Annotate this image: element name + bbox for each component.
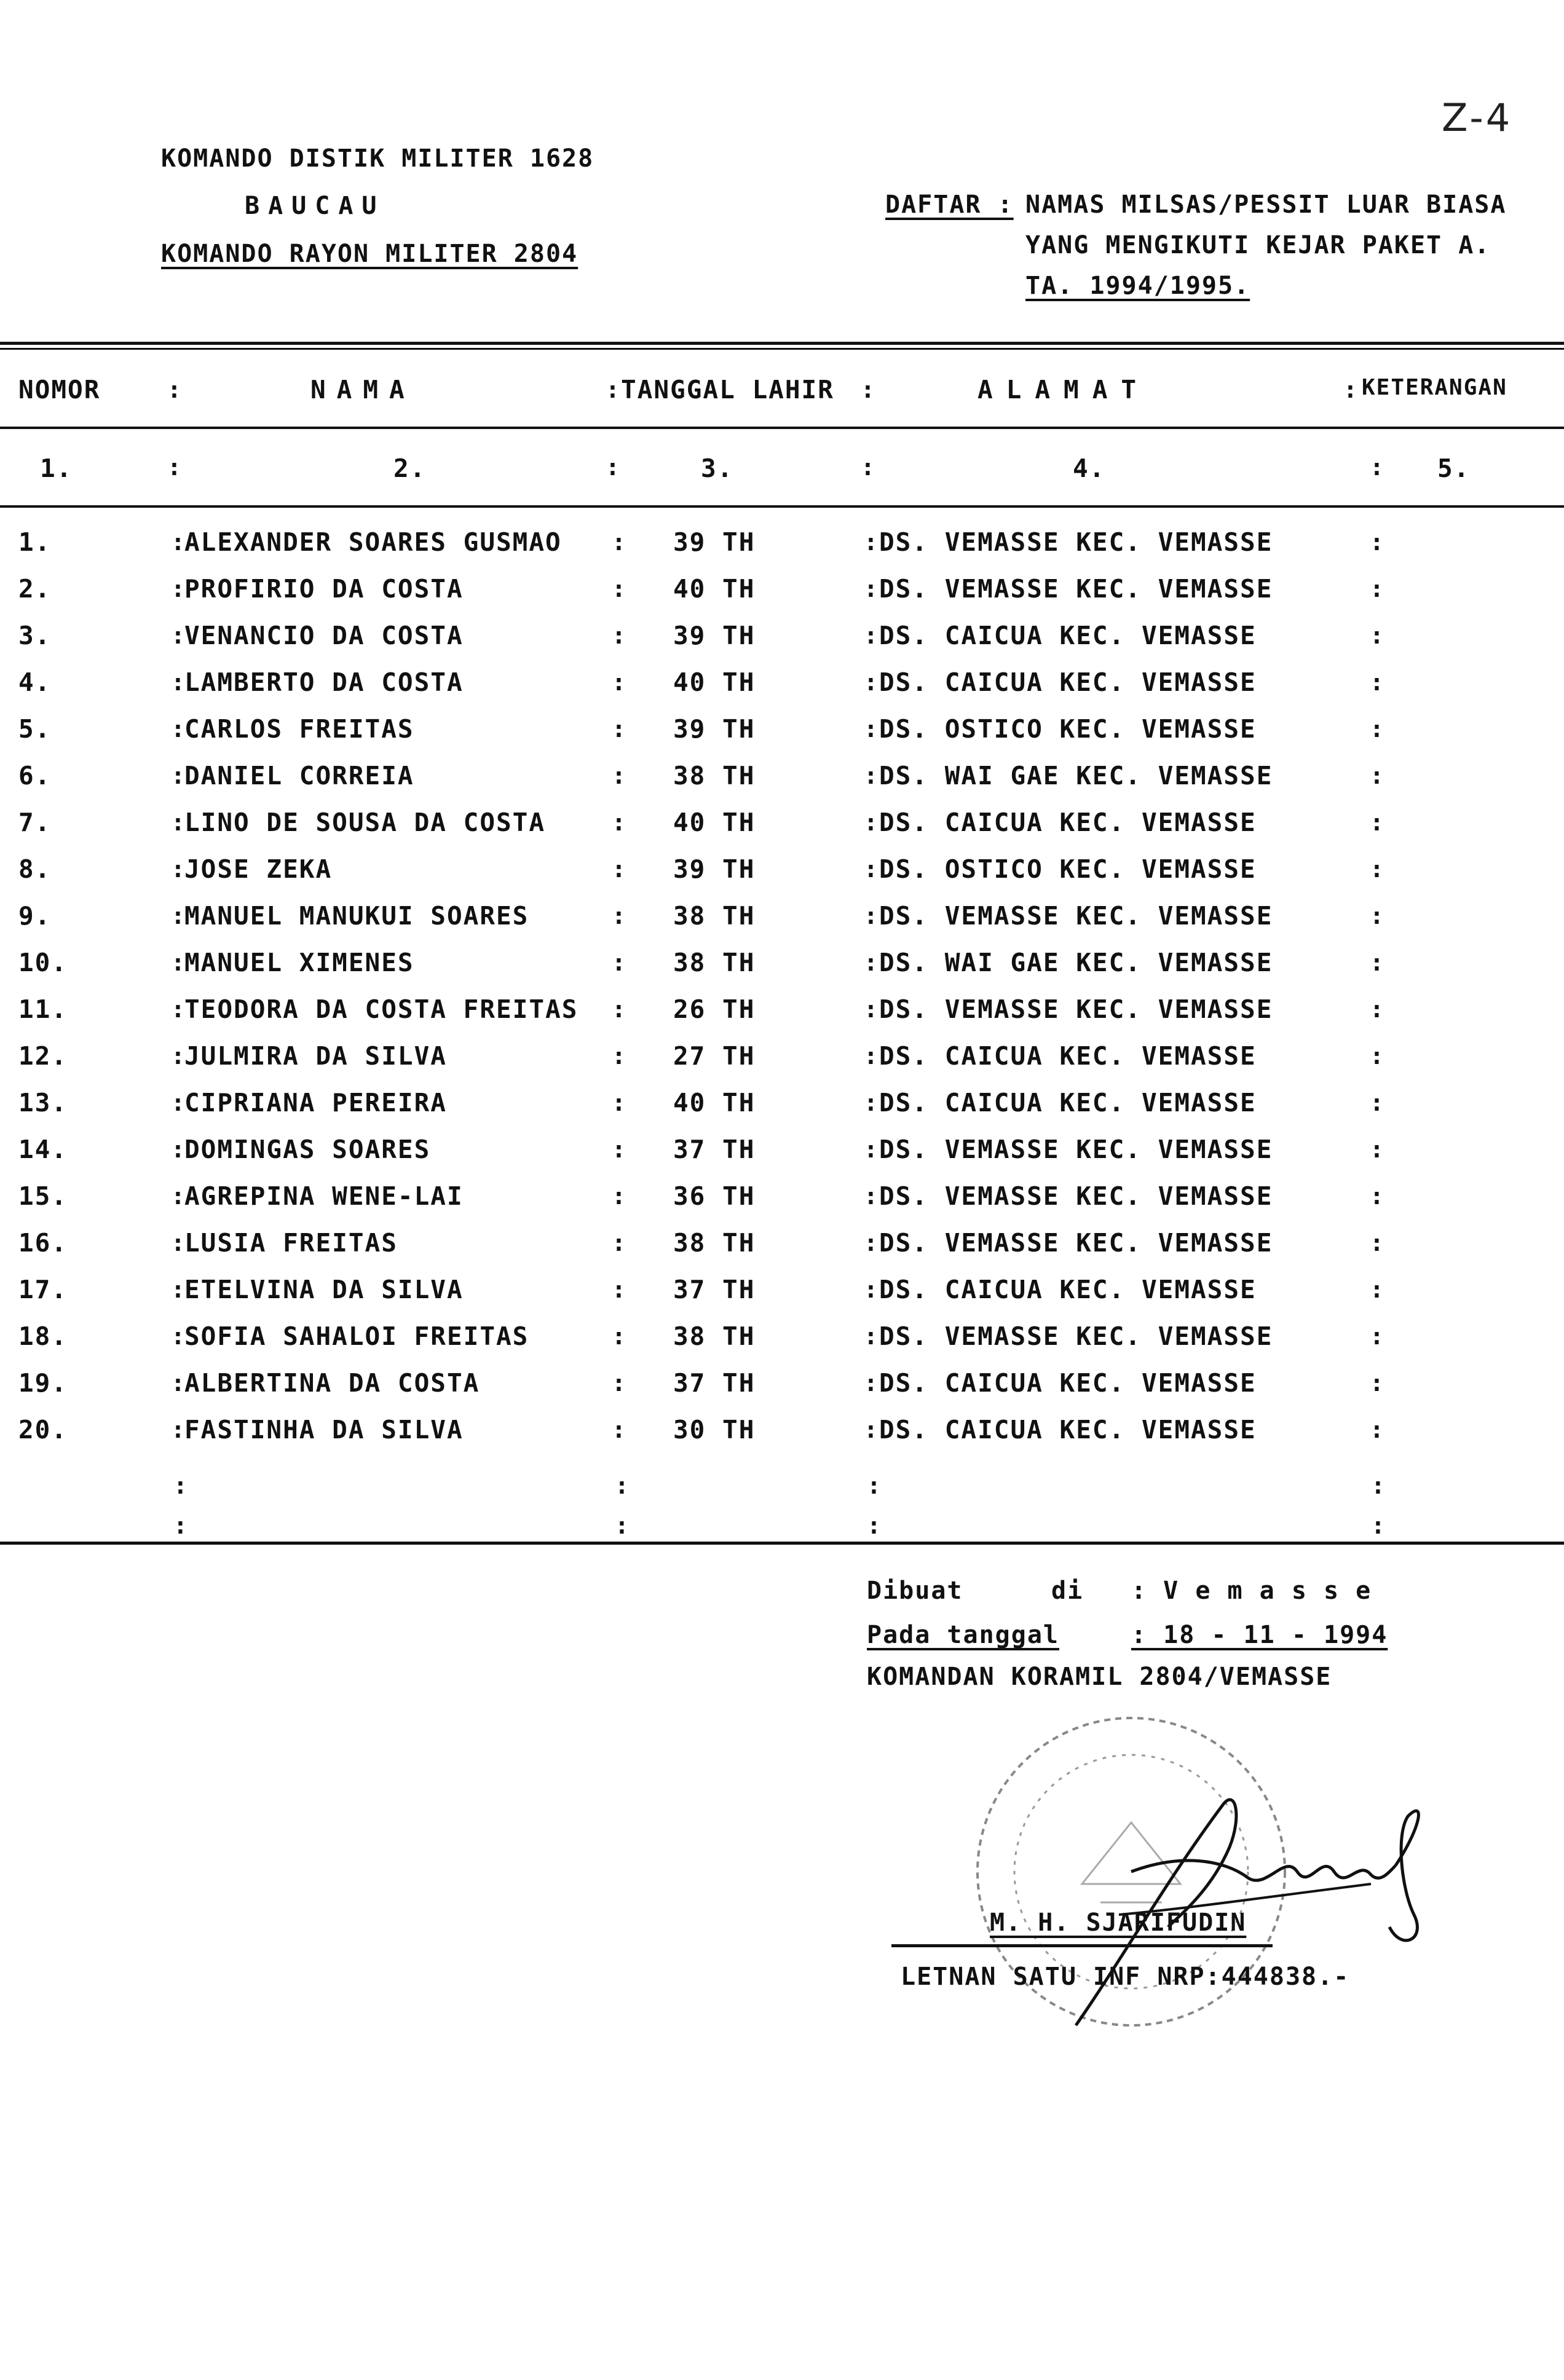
row-nama: ETELVINA DA SILVA <box>184 1275 464 1304</box>
row-number: 6. <box>18 761 52 790</box>
row-umur: 40 TH <box>673 808 756 837</box>
row-alamat: DS. WAI GAE KEC. VEMASSE <box>879 948 1273 977</box>
place-label: Dibuat <box>867 1577 963 1605</box>
list-title-line-2: YANG MENGIKUTI KEJAR PAKET A. <box>1025 231 1491 259</box>
col-number-2: 2. <box>393 454 427 483</box>
col-header-keterangan: KETERANGAN <box>1362 375 1507 400</box>
row-alamat: DS. OSTICO KEC. VEMASSE <box>879 714 1257 744</box>
row-number: 7. <box>18 808 52 837</box>
place-value: : V e m a s s e <box>1131 1577 1372 1605</box>
header-rule <box>0 427 1564 429</box>
header-unit-line-3: KOMANDO RAYON MILITER 2804 <box>161 240 579 268</box>
row-number: 13. <box>18 1088 68 1117</box>
row-number: 20. <box>18 1415 68 1444</box>
row-nama: DANIEL CORREIA <box>184 761 414 790</box>
row-number: 1. <box>18 527 52 557</box>
list-title-year: TA. 1994/1995. <box>1025 272 1250 300</box>
row-number: 4. <box>18 668 52 697</box>
numbers-rule <box>0 505 1564 508</box>
table-row: : : : : 4. LAMBERTO DA COSTA 40 TH DS. CAICUA KEC. VEMASSE <box>18 668 1385 697</box>
table-row: : : : : 19. ALBERTINA DA COSTA 37 TH DS. CAICUA KEC. VEMASSE <box>18 1368 1385 1398</box>
row-nama: DOMINGAS SOARES <box>184 1135 431 1164</box>
row-umur: 37 TH <box>673 1135 756 1164</box>
row-nama: MANUEL MANUKUI SOARES <box>184 901 529 931</box>
row-number: 15. <box>18 1181 68 1211</box>
col-number-4: 4. <box>1073 454 1106 483</box>
row-alamat: DS. OSTICO KEC. VEMASSE <box>879 854 1257 884</box>
row-nama: CARLOS FREITAS <box>184 714 414 744</box>
row-nama: ALEXANDER SOARES GUSMAO <box>184 527 562 557</box>
row-umur: 40 TH <box>673 1088 756 1117</box>
row-alamat: DS. VEMASSE KEC. VEMASSE <box>879 995 1273 1024</box>
col-header-nomor: NOMOR <box>18 375 101 404</box>
row-nama: JULMIRA DA SILVA <box>184 1041 447 1071</box>
row-alamat: DS. CAICUA KEC. VEMASSE <box>879 1041 1257 1071</box>
row-alamat: DS. CAICUA KEC. VEMASSE <box>879 1368 1257 1398</box>
col-number-5: 5. <box>1437 454 1471 483</box>
col-number-1: 1. <box>40 454 73 483</box>
table-row: : : : : 16. LUSIA FREITAS 38 TH DS. VEMASSE KEC. VEMASSE <box>18 1228 1385 1258</box>
row-alamat: DS. CAICUA KEC. VEMASSE <box>879 808 1257 837</box>
row-nama: JOSE ZEKA <box>184 854 333 884</box>
row-number: 18. <box>18 1322 68 1351</box>
row-umur: 38 TH <box>673 1228 756 1258</box>
row-nama: LUSIA FREITAS <box>184 1228 398 1258</box>
row-nama: CIPRIANA PEREIRA <box>184 1088 447 1117</box>
row-umur: 36 TH <box>673 1181 756 1211</box>
date-value: : 18 - 11 - 1994 <box>1131 1621 1388 1649</box>
bottom-rule <box>0 1542 1564 1545</box>
place-prep: di <box>1051 1577 1084 1605</box>
row-umur: 38 TH <box>673 761 756 790</box>
row-umur: 37 TH <box>673 1275 756 1304</box>
top-rule-second <box>0 348 1564 350</box>
document-page: Z-4 KOMANDO DISTIK MILITER 1628 BAUCAU KOMANDO RAYON MILITER 2804 DAFTAR : NAMAS MILSAS/PESSIT LUAR BIASA YANG MENGIKUTI KEJAR PAKET A. TA. 1994/1995. NOMOR : NAMA : TANGGAL LAHIR : ALAMAT : KETERANGAN 1. : 2. : 3. : 4. : 5. : : : : 1. ALEXANDER SOARES GUSMAO 39 TH DS. VEMASSE KEC. VEMASSE : : : : 2. PROFIRIO DA COSTA 40 TH DS. VEMASSE KEC. VEMASSE : : : : 3. VENANCIO DA COSTA 39 TH DS. CAICUA KEC. VEMASSE : : : : 4. LAMBERTO DA COSTA 40 TH DS. CAICUA KEC. VEMASSE : : : : 5. CARLOS FREITAS 39 TH DS. OSTICO KEC. VEMASSE : : : : 6. DANIEL CORREIA 38 TH DS. WAI GAE KEC. VEMASSE : : : : 7. LINO DE SOUSA DA COSTA 40 TH DS. CAICUA KEC. VEMASSE : : : : 8. JOSE ZEKA 39 TH DS. OSTICO KEC. VEMASSE : : : : 9. MANUEL MANUKUI SOARES 38 TH DS. VEMASSE KEC. VEMASSE : : : : 10. MANUEL XIMENES 38 TH DS. WAI GAE KEC. VEMASSE : : : : 11. TEODORA DA COSTA FREITAS 26 TH DS. VEMASSE KEC. VEMASSE : : : : 12. JULMIRA DA SILVA 27 TH DS. CAICUA KEC. VEMASSE : : : : 13. CIPRIANA PEREIRA 40 TH DS. CAICUA KEC. VEMASSE : : : : 14. DOMINGAS SOARES 37 TH DS. VEMASSE KEC. VEMASSE : : : : 15. AGREPINA WENE-LAI 36 TH DS. VEMASSE KEC. VEMASSE : : : : 16. LUSIA FREITAS 38 TH DS. VEMASSE KEC. VEMASSE : : : : 17. ETELVINA DA SILVA 37 TH DS. CAICUA KEC. VEMASSE : : : : 18. SOFIA SAHALOI FREITAS 38 TH DS. VEMASSE KEC. VEMASSE : : : : 19. ALBERTINA DA COSTA 37 TH DS. CAICUA KEC. VEMASSE : : : : 20. FASTINHA DA SILVA 30 TH DS. CAICUA KEC. VEMASSE : : : : : : : : Dibuat di : V e m a s s e Pada tanggal : 18 - 11 - 1994 KOMANDAN KORAMIL 2804/VEMASSE M. H. SJARIFUDIN LETNAN SATU INF NRP:444838.- <box>0 0 1564 2380</box>
signatory-name: M. H. SJARIFUDIN <box>990 1909 1247 1937</box>
row-alamat: DS. CAICUA KEC. VEMASSE <box>879 1088 1257 1117</box>
row-number: 3. <box>18 621 52 650</box>
col-header-nama: NAMA <box>310 375 416 404</box>
row-umur: 38 TH <box>673 948 756 977</box>
row-umur: 39 TH <box>673 714 756 744</box>
row-number: 8. <box>18 854 52 884</box>
col-header-alamat: ALAMAT <box>978 375 1150 404</box>
row-umur: 38 TH <box>673 1322 756 1351</box>
row-umur: 38 TH <box>673 901 756 931</box>
table-row: : : : : 11. TEODORA DA COSTA FREITAS 26 TH DS. VEMASSE KEC. VEMASSE <box>18 995 1385 1024</box>
table-row: : : : : 7. LINO DE SOUSA DA COSTA 40 TH DS. CAICUA KEC. VEMASSE <box>18 808 1385 837</box>
row-umur: 26 TH <box>673 995 756 1024</box>
row-number: 2. <box>18 574 52 604</box>
row-alamat: DS. CAICUA KEC. VEMASSE <box>879 1415 1257 1444</box>
page-mark: Z-4 <box>1442 95 1513 140</box>
row-number: 11. <box>18 995 68 1024</box>
row-nama: PROFIRIO DA COSTA <box>184 574 464 604</box>
row-umur: 37 TH <box>673 1368 756 1398</box>
date-label: Pada tanggal <box>867 1621 1059 1649</box>
table-row: : : : : 18. SOFIA SAHALOI FREITAS 38 TH DS. VEMASSE KEC. VEMASSE <box>18 1322 1385 1351</box>
row-alamat: DS. CAICUA KEC. VEMASSE <box>879 621 1257 650</box>
office-title: KOMANDAN KORAMIL 2804/VEMASSE <box>867 1663 1332 1691</box>
row-number: 17. <box>18 1275 68 1304</box>
table-row: : : : : 20. FASTINHA DA SILVA 30 TH DS. CAICUA KEC. VEMASSE <box>18 1415 1385 1444</box>
row-nama: LAMBERTO DA COSTA <box>184 668 464 697</box>
table-row: : : : : 8. JOSE ZEKA 39 TH DS. OSTICO KEC. VEMASSE <box>18 854 1385 884</box>
row-alamat: DS. CAICUA KEC. VEMASSE <box>879 668 1257 697</box>
row-alamat: DS. VEMASSE KEC. VEMASSE <box>879 901 1273 931</box>
row-number: 9. <box>18 901 52 931</box>
list-label: DAFTAR : <box>885 191 1014 219</box>
col-number-3: 3. <box>701 454 734 483</box>
table-row: : : : : 1. ALEXANDER SOARES GUSMAO 39 TH DS. VEMASSE KEC. VEMASSE <box>18 527 1385 557</box>
handwritten-signature <box>1027 1730 1469 2050</box>
row-umur: 39 TH <box>673 854 756 884</box>
row-umur: 40 TH <box>673 668 756 697</box>
row-alamat: DS. VEMASSE KEC. VEMASSE <box>879 1181 1273 1211</box>
row-alamat: DS. WAI GAE KEC. VEMASSE <box>879 761 1273 790</box>
row-nama: TEODORA DA COSTA FREITAS <box>184 995 579 1024</box>
row-number: 19. <box>18 1368 68 1398</box>
row-alamat: DS. VEMASSE KEC. VEMASSE <box>879 574 1273 604</box>
list-title-line-1: NAMAS MILSAS/PESSIT LUAR BIASA <box>1025 191 1507 219</box>
table-row: : : : : 10. MANUEL XIMENES 38 TH DS. WAI GAE KEC. VEMASSE <box>18 948 1385 977</box>
row-umur: 27 TH <box>673 1041 756 1071</box>
row-alamat: DS. VEMASSE KEC. VEMASSE <box>879 527 1273 557</box>
header-unit-line-2: BAUCAU <box>245 192 385 220</box>
row-alamat: DS. VEMASSE KEC. VEMASSE <box>879 1228 1273 1258</box>
row-nama: LINO DE SOUSA DA COSTA <box>184 808 546 837</box>
row-number: 12. <box>18 1041 68 1071</box>
table-row: : : : : 6. DANIEL CORREIA 38 TH DS. WAI GAE KEC. VEMASSE <box>18 761 1385 790</box>
row-nama: FASTINHA DA SILVA <box>184 1415 464 1444</box>
row-alamat: DS. CAICUA KEC. VEMASSE <box>879 1275 1257 1304</box>
row-umur: 30 TH <box>673 1415 756 1444</box>
col-header-tanggal-lahir: TANGGAL LAHIR <box>621 375 834 404</box>
table-row: : : : : 2. PROFIRIO DA COSTA 40 TH DS. VEMASSE KEC. VEMASSE <box>18 574 1385 604</box>
table-row: : : : : 9. MANUEL MANUKUI SOARES 38 TH DS. VEMASSE KEC. VEMASSE <box>18 901 1385 931</box>
row-nama: AGREPINA WENE-LAI <box>184 1181 464 1211</box>
row-number: 14. <box>18 1135 68 1164</box>
signature-block <box>867 1577 1543 2191</box>
row-alamat: DS. VEMASSE KEC. VEMASSE <box>879 1322 1273 1351</box>
row-number: 16. <box>18 1228 68 1258</box>
row-nama: SOFIA SAHALOI FREITAS <box>184 1322 529 1351</box>
row-umur: 39 TH <box>673 621 756 650</box>
row-nama: MANUEL XIMENES <box>184 948 414 977</box>
signature-line <box>891 1944 1273 1947</box>
row-nama: VENANCIO DA COSTA <box>184 621 464 650</box>
row-nama: ALBERTINA DA COSTA <box>184 1368 480 1398</box>
table-row: : : : : 14. DOMINGAS SOARES 37 TH DS. VEMASSE KEC. VEMASSE <box>18 1135 1385 1164</box>
row-umur: 39 TH <box>673 527 756 557</box>
top-rule <box>0 342 1564 345</box>
row-number: 5. <box>18 714 52 744</box>
table-row: : : : : 13. CIPRIANA PEREIRA 40 TH DS. CAICUA KEC. VEMASSE <box>18 1088 1385 1117</box>
table-row: : : : : 15. AGREPINA WENE-LAI 36 TH DS. VEMASSE KEC. VEMASSE <box>18 1181 1385 1211</box>
table-row: : : : : 12. JULMIRA DA SILVA 27 TH DS. CAICUA KEC. VEMASSE <box>18 1041 1385 1071</box>
table-row: : : : : 5. CARLOS FREITAS 39 TH DS. OSTICO KEC. VEMASSE <box>18 714 1385 744</box>
row-number: 10. <box>18 948 68 977</box>
row-alamat: DS. VEMASSE KEC. VEMASSE <box>879 1135 1273 1164</box>
table-row: : : : : 17. ETELVINA DA SILVA 37 TH DS. CAICUA KEC. VEMASSE <box>18 1275 1385 1304</box>
row-umur: 40 TH <box>673 574 756 604</box>
header-unit-line-1: KOMANDO DISTIK MILITER 1628 <box>161 144 594 173</box>
table-row: : : : : 3. VENANCIO DA COSTA 39 TH DS. CAICUA KEC. VEMASSE <box>18 621 1385 650</box>
signatory-rank: LETNAN SATU INF NRP:444838.- <box>901 1963 1350 1991</box>
